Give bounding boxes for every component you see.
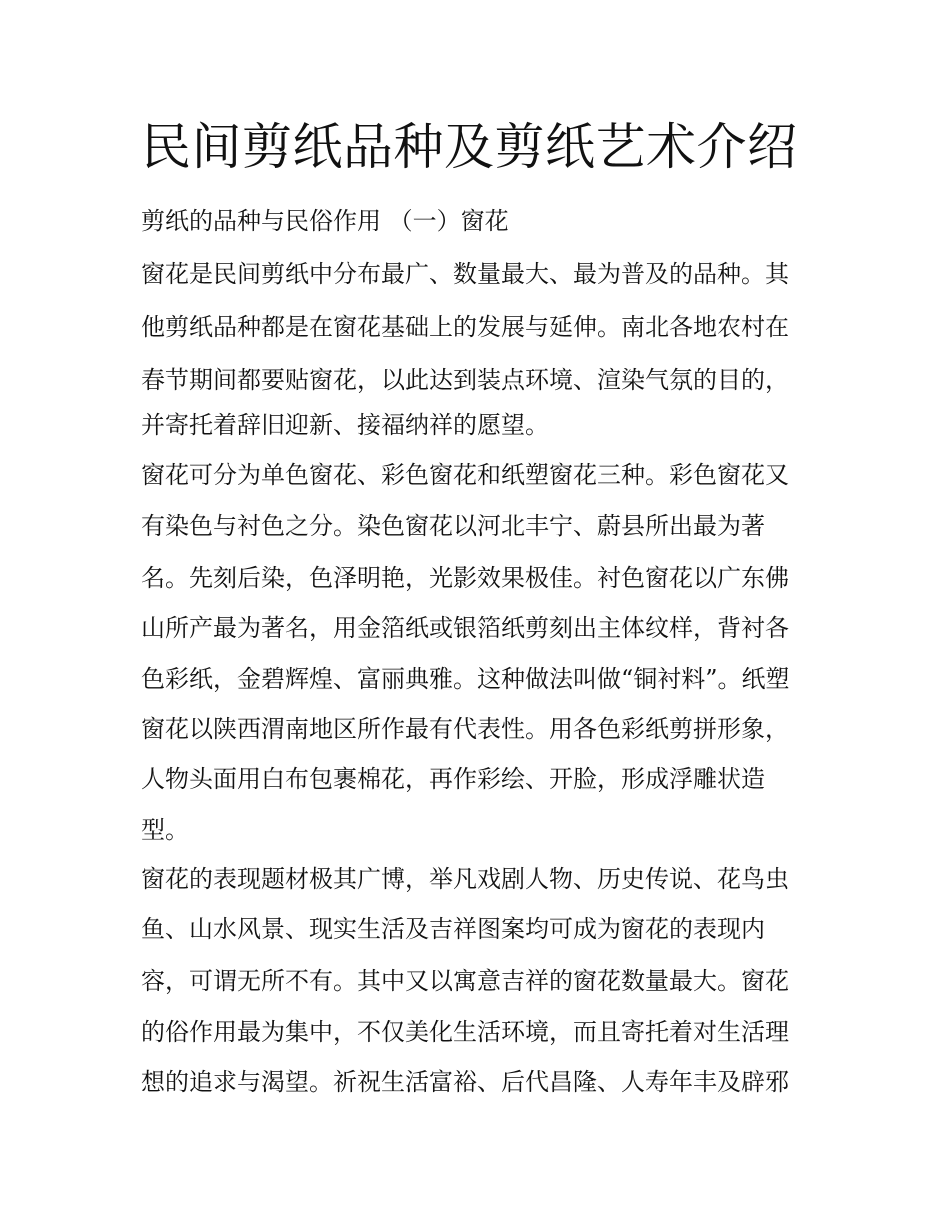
section-heading: 剪纸的品种与民俗作用 （一）窗花 <box>141 207 509 235</box>
text-line: 型。 <box>141 816 189 844</box>
text-line: 色彩纸，金碧辉煌、富丽典雅。这种做法叫做“铜衬料”。纸塑 <box>141 665 790 693</box>
text-line: 容，可谓无所不有。其中又以寓意吉祥的窗花数量最大。窗花 <box>141 967 789 995</box>
text-line: 窗花以陕西渭南地区所作最有代表性。用各色彩纸剪拼形象， <box>141 715 789 743</box>
text-line: 并寄托着辞旧迎新、接福纳祥的愿望。 <box>141 411 549 439</box>
text-line: 春节期间都要贴窗花，以此达到装点环境、渲染气氛的目的， <box>141 366 789 394</box>
text-line: 的俗作用最为集中，不仅美化生活环境，而且寄托着对生活理 <box>141 1018 789 1046</box>
text-line: 有染色与衬色之分。染色窗花以河北丰宁、蔚县所出最为著 <box>141 512 765 540</box>
text-line: 窗花可分为单色窗花、彩色窗花和纸塑窗花三种。彩色窗花又 <box>141 461 789 489</box>
text-line: 窗花的表现题材极其广博，举凡戏剧人物、历史传说、花鸟虫 <box>141 865 789 893</box>
text-line: 鱼、山水风景、现实生活及吉祥图案均可成为窗花的表现内 <box>141 915 765 943</box>
text-line: 他剪纸品种都是在窗花基础上的发展与延伸。南北各地农村在 <box>141 313 789 341</box>
text-line: 想的追求与渴望。祈祝生活富裕、后代昌隆、人寿年丰及辟邪 <box>141 1068 789 1096</box>
text-line: 人物头面用白布包裹棉花，再作彩绘、开脸，形成浮雕状造 <box>141 765 765 793</box>
text-line: 窗花是民间剪纸中分布最广、数量最大、最为普及的品种。其 <box>141 260 789 288</box>
document-title: 民间剪纸品种及剪纸艺术介绍 <box>141 118 798 176</box>
text-line: 山所产最为著名，用金箔纸或银箔纸剪刻出主体纹样，背衬各 <box>141 614 789 642</box>
text-line: 名。先刻后染，色泽明艳，光影效果极佳。衬色窗花以广东佛 <box>141 564 789 592</box>
